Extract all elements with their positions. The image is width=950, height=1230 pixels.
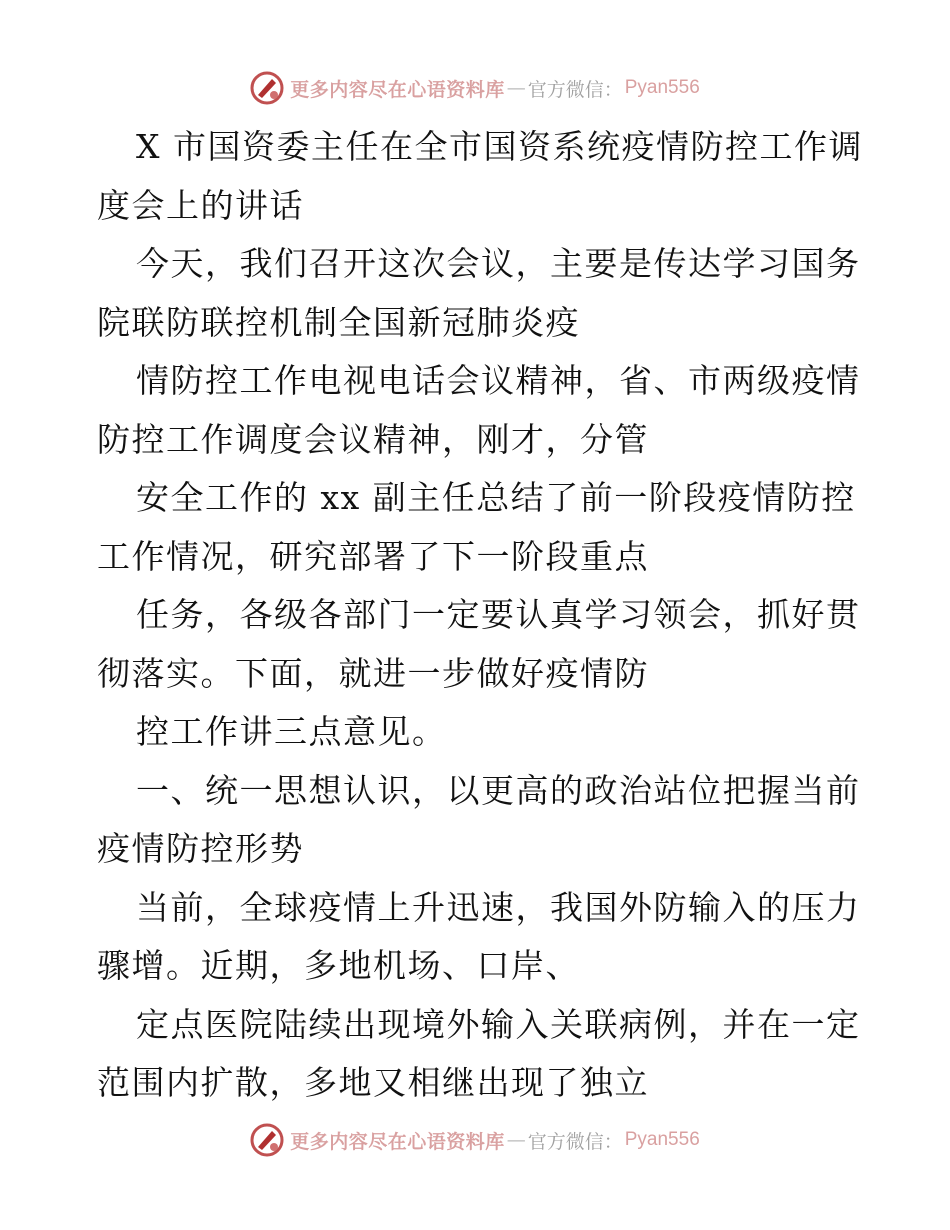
footer-watermark — [0, 1120, 950, 1160]
watermark-id: Pyan556 — [624, 1129, 700, 1150]
text-line: 防控工作调度会议精神，刚才，分管 — [97, 419, 649, 459]
text-line: 疫情防控形势 — [97, 829, 304, 868]
text-line: 范围内扩散，多地又相继出现了独立 — [97, 1063, 649, 1102]
watermark-official: 官方微信： — [527, 78, 623, 101]
document-body — [97, 118, 863, 1113]
watermark-separator: — — [506, 1129, 526, 1151]
logo-icon — [250, 71, 284, 105]
text-line: 工作情况，研究部署了下一阶段重点 — [97, 536, 649, 576]
text-line: 定点医院陆续出现境外输入关联病例，并在一定 — [136, 1004, 861, 1044]
text-line: 任务，各级各部门一定要认真学习领会，抓好贯 — [136, 595, 861, 634]
watermark-id: Pyan556 — [624, 77, 700, 98]
watermark-separator: — — [506, 77, 526, 99]
text-line: 今天，我们召开这次会议，主要是传达学习国务 — [136, 244, 861, 283]
text-line: 控工作讲三点意见。 — [136, 712, 447, 751]
watermark-official: 官方微信： — [527, 1130, 623, 1153]
text-line: 度会上的讲话 — [97, 185, 304, 225]
text-line: X 市国资委主任在全市国资系统疫情防控工作调 — [136, 127, 863, 166]
text-line: 当前，全球疫情上升迅速，我国外防输入的压力 — [136, 887, 861, 927]
text-line: 院联防联控机制全国新冠肺炎疫 — [97, 302, 580, 342]
header-watermark — [0, 68, 950, 108]
text-line: 安全工作的 xx 副主任总结了前一阶段疫情防控 — [136, 478, 856, 517]
text-line: 彻落实。下面，就进一步做好疫情防 — [97, 653, 649, 693]
watermark-brand: 更多内容尽在心语资料库 — [290, 1130, 505, 1153]
text-line: 一、统一思想认识，以更高的政治站位把握当前 — [136, 770, 861, 810]
text-line: 情防控工作电视电话会议精神，省、市两级疫情 — [136, 361, 861, 400]
watermark-brand: 更多内容尽在心语资料库 — [290, 78, 505, 101]
logo-icon — [250, 1123, 284, 1157]
text-line: 骤增。近期，多地机场、口岸、 — [97, 946, 580, 985]
